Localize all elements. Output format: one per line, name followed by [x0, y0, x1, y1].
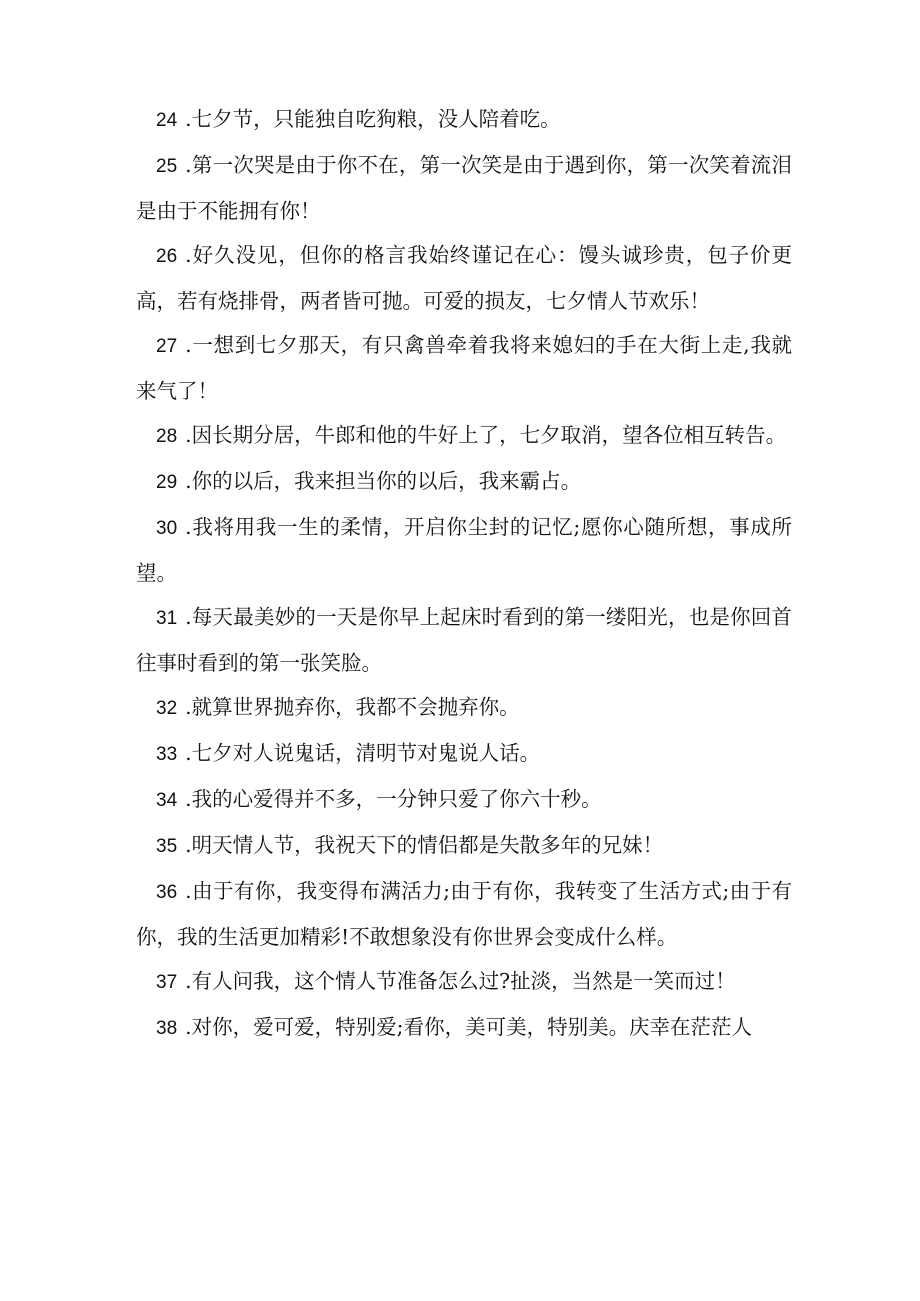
- item-text: .就算世界抛弃你，我都不会抛弃你。: [185, 695, 520, 719]
- item-number: 36: [156, 882, 178, 903]
- list-item: [136, 869, 792, 959]
- document-body: [136, 97, 792, 1051]
- item-number: 33: [156, 744, 178, 765]
- list-item: [136, 595, 792, 685]
- item-text: .对你，爱可爱，特别爱;看你，美可美，特别美。庆幸在茫茫人: [185, 1015, 753, 1039]
- list-item: [136, 143, 792, 233]
- list-item: [136, 777, 792, 823]
- item-text: .七夕对人说鬼话，清明节对鬼说人话。: [185, 741, 541, 765]
- list-item: [136, 459, 792, 505]
- item-number: 37: [156, 972, 178, 993]
- item-text: .由于有你，我变得布满活力;由于有你，我转变了生活方式;由于有你，我的生活更加精彩!不敢想象没有你世界会变成什么样。: [136, 879, 792, 949]
- list-item: [136, 1005, 792, 1051]
- item-number: 30: [156, 518, 178, 539]
- list-item: [136, 233, 792, 323]
- item-text: .我将用我一生的柔情，开启你尘封的记忆;愿你心随所想，事成所望。: [136, 515, 792, 585]
- item-number: 27: [156, 336, 178, 357]
- list-item: [136, 97, 792, 143]
- item-text: .明天情人节，我祝天下的情侣都是失散多年的兄妹！: [185, 833, 664, 857]
- item-text: .你的以后，我来担当你的以后，我来霸占。: [185, 469, 582, 493]
- item-number: 25: [156, 156, 178, 177]
- item-number: 26: [156, 246, 178, 267]
- list-item: [136, 413, 792, 459]
- list-item: [136, 685, 792, 731]
- item-number: 31: [156, 608, 178, 629]
- item-number: 28: [156, 426, 178, 447]
- list-item: [136, 731, 792, 777]
- item-text: .有人问我，这个情人节准备怎么过?扯淡，当然是一笑而过！: [185, 969, 736, 993]
- list-item: [136, 323, 792, 413]
- item-text: .每天最美妙的一天是你早上起床时看到的第一缕阳光，也是你回首往事时看到的第一张笑脸。: [136, 605, 792, 675]
- item-number: 38: [156, 1018, 178, 1039]
- item-text: .一想到七夕那天，有只禽兽牵着我将来媳妇的手在大街上走,我就来气了！: [136, 333, 792, 403]
- item-number: 34: [156, 790, 178, 811]
- item-text: .七夕节，只能独自吃狗粮，没人陪着吃。: [185, 107, 561, 131]
- list-item: [136, 823, 792, 869]
- item-text: .因长期分居，牛郎和他的牛好上了，七夕取消，望各位相互转告。: [185, 423, 787, 447]
- item-text: .第一次哭是由于你不在，第一次笑是由于遇到你，第一次笑着流泪是由于不能拥有你！: [136, 153, 792, 223]
- item-text: .我的心爱得并不多，一分钟只爱了你六十秒。: [185, 787, 602, 811]
- list-item: [136, 505, 792, 595]
- item-number: 35: [156, 836, 178, 857]
- list-item: [136, 959, 792, 1005]
- item-number: 29: [156, 472, 178, 493]
- item-number: 24: [156, 110, 178, 131]
- item-number: 32: [156, 698, 178, 719]
- item-text: .好久没见，但你的格言我始终谨记在心：馒头诚珍贵，包子价更高，若有烧排骨，两者皆可抛。可爱的损友，七夕情人节欢乐！: [136, 243, 792, 313]
